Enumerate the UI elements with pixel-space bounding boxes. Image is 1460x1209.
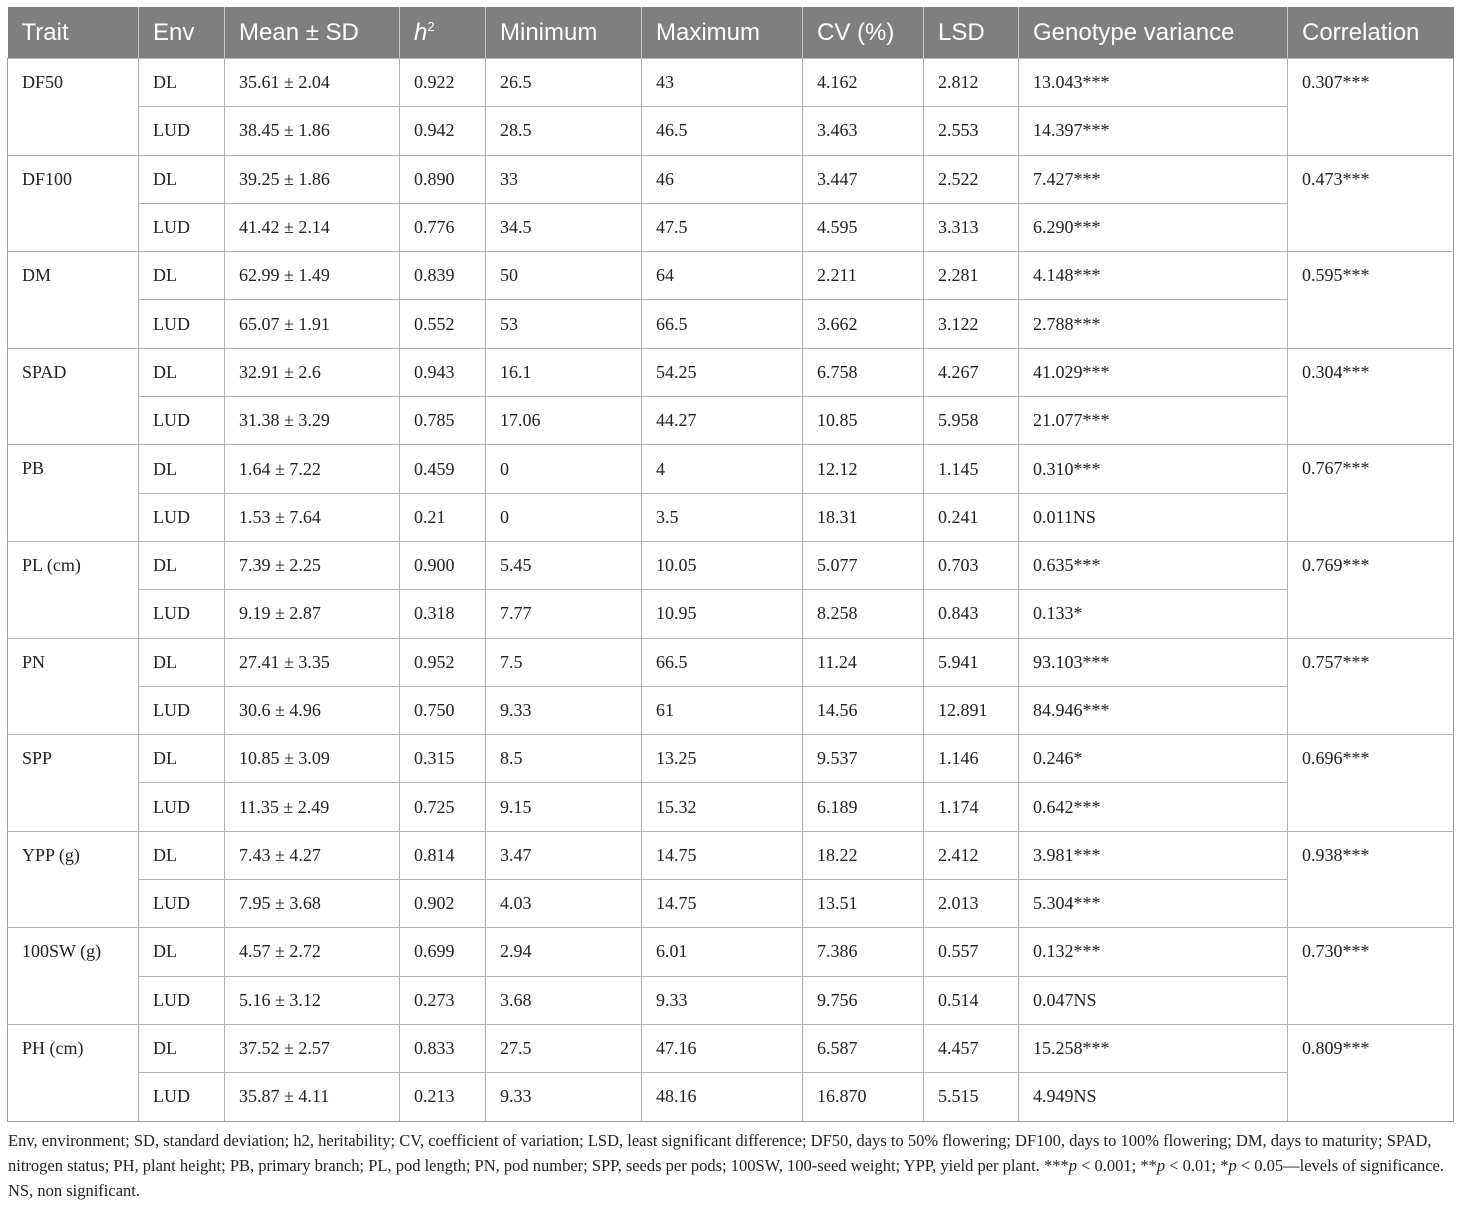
table-row bbox=[8, 203, 1454, 251]
cell-mean-sd: 37.52 ± 2.57 bbox=[225, 1024, 400, 1072]
table-row bbox=[8, 831, 1454, 879]
cell-minimum: 2.94 bbox=[486, 928, 642, 976]
cell-trait: 100SW (g) bbox=[8, 928, 139, 1025]
cell-cv: 18.31 bbox=[803, 493, 924, 541]
cell-maximum: 46.5 bbox=[642, 107, 803, 155]
cell-lsd: 0.241 bbox=[924, 493, 1019, 541]
table-row bbox=[8, 397, 1454, 445]
cell-genotype-variance: 6.290*** bbox=[1019, 203, 1288, 251]
cell-cv: 10.85 bbox=[803, 397, 924, 445]
cell-trait: DM bbox=[8, 252, 139, 349]
cell-mean-sd: 31.38 ± 3.29 bbox=[225, 397, 400, 445]
table-row bbox=[8, 300, 1454, 348]
cell-minimum: 33 bbox=[486, 155, 642, 203]
cell-env: DL bbox=[139, 1024, 225, 1072]
cell-env: DL bbox=[139, 155, 225, 203]
cell-minimum: 8.5 bbox=[486, 735, 642, 783]
cell-env: DL bbox=[139, 348, 225, 396]
cell-maximum: 44.27 bbox=[642, 397, 803, 445]
cell-heritability: 0.273 bbox=[400, 976, 486, 1024]
cell-genotype-variance: 0.246* bbox=[1019, 735, 1288, 783]
cell-cv: 16.870 bbox=[803, 1073, 924, 1121]
cell-genotype-variance: 0.047NS bbox=[1019, 976, 1288, 1024]
cell-correlation: 0.595*** bbox=[1288, 252, 1454, 349]
cell-lsd: 2.281 bbox=[924, 252, 1019, 300]
cell-heritability: 0.459 bbox=[400, 445, 486, 493]
cell-lsd: 4.457 bbox=[924, 1024, 1019, 1072]
cell-maximum: 6.01 bbox=[642, 928, 803, 976]
cell-heritability: 0.725 bbox=[400, 783, 486, 831]
cell-cv: 4.162 bbox=[803, 59, 924, 107]
cell-heritability: 0.943 bbox=[400, 348, 486, 396]
cell-heritability: 0.699 bbox=[400, 928, 486, 976]
cell-maximum: 54.25 bbox=[642, 348, 803, 396]
cell-heritability: 0.900 bbox=[400, 541, 486, 589]
cell-maximum: 46 bbox=[642, 155, 803, 203]
cell-env: LUD bbox=[139, 1073, 225, 1121]
cell-cv: 8.258 bbox=[803, 590, 924, 638]
cell-correlation: 0.769*** bbox=[1288, 541, 1454, 638]
cell-trait: SPAD bbox=[8, 348, 139, 445]
cell-heritability: 0.833 bbox=[400, 1024, 486, 1072]
cell-genotype-variance: 93.103*** bbox=[1019, 638, 1288, 686]
cell-minimum: 0 bbox=[486, 493, 642, 541]
cell-trait: PH (cm) bbox=[8, 1024, 139, 1121]
cell-minimum: 27.5 bbox=[486, 1024, 642, 1072]
cell-lsd: 0.843 bbox=[924, 590, 1019, 638]
cell-env: DL bbox=[139, 735, 225, 783]
cell-lsd: 2.013 bbox=[924, 880, 1019, 928]
cell-cv: 13.51 bbox=[803, 880, 924, 928]
cell-lsd: 5.515 bbox=[924, 1073, 1019, 1121]
cell-cv: 6.189 bbox=[803, 783, 924, 831]
cell-minimum: 0 bbox=[486, 445, 642, 493]
cell-minimum: 9.15 bbox=[486, 783, 642, 831]
cell-maximum: 3.5 bbox=[642, 493, 803, 541]
table-row bbox=[8, 541, 1454, 589]
cell-maximum: 9.33 bbox=[642, 976, 803, 1024]
table-row bbox=[8, 1024, 1454, 1072]
cell-lsd: 2.412 bbox=[924, 831, 1019, 879]
cell-cv: 14.56 bbox=[803, 686, 924, 734]
cell-minimum: 3.68 bbox=[486, 976, 642, 1024]
cell-mean-sd: 1.64 ± 7.22 bbox=[225, 445, 400, 493]
cell-maximum: 47.16 bbox=[642, 1024, 803, 1072]
sig-level-3: *p < 0.05—levels of significance. NS, non significant. bbox=[8, 1156, 1444, 1200]
table-row bbox=[8, 155, 1454, 203]
cell-correlation: 0.730*** bbox=[1288, 928, 1454, 1025]
cell-heritability: 0.750 bbox=[400, 686, 486, 734]
cell-correlation: 0.757*** bbox=[1288, 638, 1454, 735]
cell-mean-sd: 39.25 ± 1.86 bbox=[225, 155, 400, 203]
cell-genotype-variance: 0.310*** bbox=[1019, 445, 1288, 493]
cell-lsd: 2.553 bbox=[924, 107, 1019, 155]
table-row bbox=[8, 880, 1454, 928]
cell-trait: PL (cm) bbox=[8, 541, 139, 638]
cell-heritability: 0.902 bbox=[400, 880, 486, 928]
cell-mean-sd: 10.85 ± 3.09 bbox=[225, 735, 400, 783]
cell-cv: 5.077 bbox=[803, 541, 924, 589]
cell-minimum: 28.5 bbox=[486, 107, 642, 155]
cell-cv: 3.662 bbox=[803, 300, 924, 348]
cell-heritability: 0.814 bbox=[400, 831, 486, 879]
trait-statistics-table bbox=[7, 7, 1454, 1122]
table-row bbox=[8, 928, 1454, 976]
cell-trait: DF100 bbox=[8, 155, 139, 252]
cell-mean-sd: 9.19 ± 2.87 bbox=[225, 590, 400, 638]
cell-env: DL bbox=[139, 252, 225, 300]
table-footnote bbox=[8, 1128, 1454, 1203]
cell-heritability: 0.952 bbox=[400, 638, 486, 686]
header-trait: Trait bbox=[8, 7, 139, 59]
table-row bbox=[8, 445, 1454, 493]
cell-lsd: 1.146 bbox=[924, 735, 1019, 783]
cell-minimum: 16.1 bbox=[486, 348, 642, 396]
header-heritability bbox=[400, 7, 486, 59]
cell-mean-sd: 62.99 ± 1.49 bbox=[225, 252, 400, 300]
cell-mean-sd: 41.42 ± 2.14 bbox=[225, 203, 400, 251]
table-row bbox=[8, 1073, 1454, 1121]
cell-lsd: 2.522 bbox=[924, 155, 1019, 203]
cell-correlation: 0.767*** bbox=[1288, 445, 1454, 542]
cell-lsd: 5.958 bbox=[924, 397, 1019, 445]
cell-maximum: 47.5 bbox=[642, 203, 803, 251]
cell-correlation: 0.473*** bbox=[1288, 155, 1454, 252]
cell-lsd: 1.145 bbox=[924, 445, 1019, 493]
cell-env: LUD bbox=[139, 686, 225, 734]
cell-minimum: 50 bbox=[486, 252, 642, 300]
cell-minimum: 9.33 bbox=[486, 686, 642, 734]
cell-trait: PB bbox=[8, 445, 139, 542]
cell-genotype-variance: 15.258*** bbox=[1019, 1024, 1288, 1072]
cell-mean-sd: 27.41 ± 3.35 bbox=[225, 638, 400, 686]
cell-genotype-variance: 21.077*** bbox=[1019, 397, 1288, 445]
cell-heritability: 0.922 bbox=[400, 59, 486, 107]
cell-genotype-variance: 0.642*** bbox=[1019, 783, 1288, 831]
header-mean-sd: Mean ± SD bbox=[225, 7, 400, 59]
cell-lsd: 1.174 bbox=[924, 783, 1019, 831]
cell-mean-sd: 38.45 ± 1.86 bbox=[225, 107, 400, 155]
cell-minimum: 7.77 bbox=[486, 590, 642, 638]
cell-genotype-variance: 4.949NS bbox=[1019, 1073, 1288, 1121]
cell-mean-sd: 30.6 ± 4.96 bbox=[225, 686, 400, 734]
cell-minimum: 9.33 bbox=[486, 1073, 642, 1121]
cell-minimum: 7.5 bbox=[486, 638, 642, 686]
footnote-definitions: Env, environment; SD, standard deviation; h2, heritability; CV, coefficient of variation; LSD, least significant difference; DF50, days to 50% flowering; DF100, days to 100% flowering; DM, days to maturity; SPAD, nitrogen status; PH, plant height; PB, primary branch; PL, pod length; PN, pod number; SPP, seeds per pods; 100SW, 100-seed weight; YPP, yield per plant. bbox=[8, 1131, 1432, 1175]
header-genotype-variance: Genotype variance bbox=[1019, 7, 1288, 59]
cell-maximum: 66.5 bbox=[642, 300, 803, 348]
header-row bbox=[8, 7, 1454, 59]
cell-correlation: 0.938*** bbox=[1288, 831, 1454, 928]
cell-cv: 12.12 bbox=[803, 445, 924, 493]
cell-env: LUD bbox=[139, 107, 225, 155]
table-row bbox=[8, 252, 1454, 300]
cell-genotype-variance: 84.946*** bbox=[1019, 686, 1288, 734]
cell-heritability: 0.785 bbox=[400, 397, 486, 445]
cell-genotype-variance: 4.148*** bbox=[1019, 252, 1288, 300]
cell-trait: PN bbox=[8, 638, 139, 735]
cell-minimum: 53 bbox=[486, 300, 642, 348]
cell-maximum: 15.32 bbox=[642, 783, 803, 831]
cell-maximum: 10.05 bbox=[642, 541, 803, 589]
cell-cv: 7.386 bbox=[803, 928, 924, 976]
cell-mean-sd: 7.39 ± 2.25 bbox=[225, 541, 400, 589]
cell-heritability: 0.213 bbox=[400, 1073, 486, 1121]
cell-env: DL bbox=[139, 541, 225, 589]
cell-heritability: 0.776 bbox=[400, 203, 486, 251]
cell-heritability: 0.315 bbox=[400, 735, 486, 783]
cell-minimum: 17.06 bbox=[486, 397, 642, 445]
cell-genotype-variance: 5.304*** bbox=[1019, 880, 1288, 928]
cell-env: LUD bbox=[139, 493, 225, 541]
cell-env: DL bbox=[139, 445, 225, 493]
cell-genotype-variance: 0.011NS bbox=[1019, 493, 1288, 541]
cell-cv: 11.24 bbox=[803, 638, 924, 686]
cell-correlation: 0.304*** bbox=[1288, 348, 1454, 445]
cell-lsd: 4.267 bbox=[924, 348, 1019, 396]
cell-maximum: 64 bbox=[642, 252, 803, 300]
header-maximum: Maximum bbox=[642, 7, 803, 59]
cell-cv: 3.463 bbox=[803, 107, 924, 155]
cell-minimum: 34.5 bbox=[486, 203, 642, 251]
cell-env: LUD bbox=[139, 300, 225, 348]
cell-env: DL bbox=[139, 928, 225, 976]
cell-correlation: 0.307*** bbox=[1288, 59, 1454, 156]
cell-cv: 2.211 bbox=[803, 252, 924, 300]
cell-maximum: 10.95 bbox=[642, 590, 803, 638]
cell-cv: 6.758 bbox=[803, 348, 924, 396]
cell-lsd: 0.703 bbox=[924, 541, 1019, 589]
cell-env: LUD bbox=[139, 203, 225, 251]
sig-level-2: **p < 0.01; bbox=[1140, 1156, 1221, 1175]
header-env: Env bbox=[139, 7, 225, 59]
header-h-letter: h bbox=[414, 18, 428, 46]
cell-minimum: 5.45 bbox=[486, 541, 642, 589]
table-row bbox=[8, 493, 1454, 541]
cell-lsd: 3.122 bbox=[924, 300, 1019, 348]
cell-maximum: 14.75 bbox=[642, 831, 803, 879]
cell-genotype-variance: 7.427*** bbox=[1019, 155, 1288, 203]
cell-maximum: 66.5 bbox=[642, 638, 803, 686]
cell-maximum: 13.25 bbox=[642, 735, 803, 783]
cell-heritability: 0.890 bbox=[400, 155, 486, 203]
table-row bbox=[8, 348, 1454, 396]
cell-mean-sd: 7.43 ± 4.27 bbox=[225, 831, 400, 879]
header-correlation: Correlation bbox=[1288, 7, 1454, 59]
cell-cv: 4.595 bbox=[803, 203, 924, 251]
cell-minimum: 3.47 bbox=[486, 831, 642, 879]
cell-cv: 3.447 bbox=[803, 155, 924, 203]
cell-trait: DF50 bbox=[8, 59, 139, 156]
cell-heritability: 0.942 bbox=[400, 107, 486, 155]
cell-minimum: 26.5 bbox=[486, 59, 642, 107]
cell-lsd: 12.891 bbox=[924, 686, 1019, 734]
cell-mean-sd: 7.95 ± 3.68 bbox=[225, 880, 400, 928]
cell-mean-sd: 4.57 ± 2.72 bbox=[225, 928, 400, 976]
cell-heritability: 0.839 bbox=[400, 252, 486, 300]
cell-mean-sd: 35.87 ± 4.11 bbox=[225, 1073, 400, 1121]
cell-cv: 9.756 bbox=[803, 976, 924, 1024]
header-minimum: Minimum bbox=[486, 7, 642, 59]
cell-cv: 9.537 bbox=[803, 735, 924, 783]
cell-heritability: 0.318 bbox=[400, 590, 486, 638]
header-h-superscript: 2 bbox=[427, 18, 435, 34]
cell-mean-sd: 35.61 ± 2.04 bbox=[225, 59, 400, 107]
cell-maximum: 4 bbox=[642, 445, 803, 493]
cell-mean-sd: 5.16 ± 3.12 bbox=[225, 976, 400, 1024]
cell-heritability: 0.21 bbox=[400, 493, 486, 541]
cell-mean-sd: 65.07 ± 1.91 bbox=[225, 300, 400, 348]
table-row bbox=[8, 107, 1454, 155]
table-row bbox=[8, 783, 1454, 831]
cell-minimum: 4.03 bbox=[486, 880, 642, 928]
cell-maximum: 43 bbox=[642, 59, 803, 107]
cell-env: LUD bbox=[139, 976, 225, 1024]
cell-env: LUD bbox=[139, 880, 225, 928]
table-row bbox=[8, 59, 1454, 107]
cell-env: LUD bbox=[139, 397, 225, 445]
table-row bbox=[8, 590, 1454, 638]
cell-lsd: 2.812 bbox=[924, 59, 1019, 107]
cell-genotype-variance: 0.635*** bbox=[1019, 541, 1288, 589]
cell-cv: 18.22 bbox=[803, 831, 924, 879]
header-cv: CV (%) bbox=[803, 7, 924, 59]
cell-genotype-variance: 0.132*** bbox=[1019, 928, 1288, 976]
cell-heritability: 0.552 bbox=[400, 300, 486, 348]
header-lsd: LSD bbox=[924, 7, 1019, 59]
cell-lsd: 0.514 bbox=[924, 976, 1019, 1024]
cell-cv: 6.587 bbox=[803, 1024, 924, 1072]
cell-maximum: 61 bbox=[642, 686, 803, 734]
cell-lsd: 0.557 bbox=[924, 928, 1019, 976]
cell-genotype-variance: 0.133* bbox=[1019, 590, 1288, 638]
cell-env: LUD bbox=[139, 590, 225, 638]
cell-lsd: 3.313 bbox=[924, 203, 1019, 251]
cell-maximum: 14.75 bbox=[642, 880, 803, 928]
table-row bbox=[8, 638, 1454, 686]
table-row bbox=[8, 686, 1454, 734]
cell-mean-sd: 32.91 ± 2.6 bbox=[225, 348, 400, 396]
cell-mean-sd: 11.35 ± 2.49 bbox=[225, 783, 400, 831]
cell-mean-sd: 1.53 ± 7.64 bbox=[225, 493, 400, 541]
sig-level-1: ***p < 0.001; bbox=[1043, 1156, 1141, 1175]
cell-lsd: 5.941 bbox=[924, 638, 1019, 686]
cell-trait: YPP (g) bbox=[8, 831, 139, 928]
cell-env: DL bbox=[139, 831, 225, 879]
cell-trait: SPP bbox=[8, 735, 139, 832]
cell-env: DL bbox=[139, 59, 225, 107]
cell-env: DL bbox=[139, 638, 225, 686]
cell-correlation: 0.696*** bbox=[1288, 735, 1454, 832]
cell-env: LUD bbox=[139, 783, 225, 831]
table-row bbox=[8, 735, 1454, 783]
cell-genotype-variance: 41.029*** bbox=[1019, 348, 1288, 396]
cell-correlation: 0.809*** bbox=[1288, 1024, 1454, 1121]
table-row bbox=[8, 976, 1454, 1024]
cell-genotype-variance: 13.043*** bbox=[1019, 59, 1288, 107]
cell-genotype-variance: 2.788*** bbox=[1019, 300, 1288, 348]
cell-genotype-variance: 14.397*** bbox=[1019, 107, 1288, 155]
cell-maximum: 48.16 bbox=[642, 1073, 803, 1121]
cell-genotype-variance: 3.981*** bbox=[1019, 831, 1288, 879]
